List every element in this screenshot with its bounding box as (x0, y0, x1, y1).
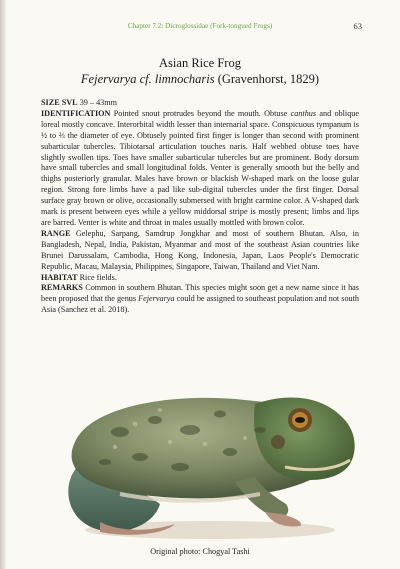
size-paragraph (41, 98, 359, 109)
range-label: RANGE (41, 228, 71, 238)
identification-text-a: Pointed snout protrudes beyond the mouth. Obtuse (113, 108, 288, 118)
habitat-paragraph (41, 273, 359, 284)
size-value: 39 – 43mm (79, 98, 117, 107)
identification-term: canthus (290, 108, 317, 118)
identification-text-b: and oblique loreal mostly concave. Interorbital width lesser than internarial space. Conspicuous tympanum is ½ to ⅔ the diameter of eye. Obtusely pointed first finger is longer than second with prominent subarticular tubercles. Tibiotarsal articulation touches naris. Half webbed obtuse toes have slightly swollen tips. Toes have smaller subarticular tubercles but are prominent. Body dorsum have small tubercles and small longitudinal folds. Venter is generally smooth but the belly and thighs posteriorly granular. Males have brown or blackish W-shaped mark on the loose gular region. Strong fore limbs have a pad like sub-digital tubercles under the first finger. Dorsal surface gray brown or olive, occasionally submersed with bright carmine color. A V-shaped dark mark is present between eyes while a yellow middorsal stripe is mostly present; limbs and lips are barred. Venter is white and throat in males usually mottled with brown color. (41, 108, 360, 227)
photo-caption: Original photo: Chogyal Tashi (150, 547, 250, 556)
size-label: SIZE SVL (41, 98, 78, 107)
frog-photo (60, 372, 360, 542)
remarks-paragraph (41, 283, 359, 316)
remarks-label: REMARKS (41, 283, 83, 293)
species-scientific-name: Fejervarya cf. limnocharis (80, 72, 215, 86)
species-scientific-line (0, 72, 400, 87)
remarks-term: Fejervarya (138, 294, 175, 304)
habitat-label: HABITAT (41, 272, 78, 282)
running-head: Chapter 7.2: Dicroglossidae (Fork-tongued Frogs) (127, 22, 273, 30)
habitat-text: Rice fields. (79, 272, 117, 282)
range-text: Gelephu, Sarpang, Samdrup Jongkhar and most of southern Bhutan. Also, in Bangladesh, Nepal, India, Pakistan, Myanmar and most of the southeast Asian countries like Brunei Darussalam, Cambodia, Hong Kong, Indonesia, Japan, Laos People's Democratic Republic, Macau, Malaysia, Philippines, Singapore, Taiwan, Thailand and Viet Nam. (41, 228, 360, 271)
remarks-text-a: Common in southern Bhutan. This species might soon get a new name since it has been proposed that the genus (41, 283, 359, 304)
species-authority: (Gravenhorst, 1829) (217, 72, 320, 86)
remarks-text-b: could be assigned to southeast population and not south Asia (Sanchez et al. 2018). (41, 294, 360, 315)
frog-tympanum (271, 435, 285, 449)
identification-label: IDENTIFICATION (41, 108, 111, 118)
species-common-name: Asian Rice Frog (159, 56, 241, 70)
identification-paragraph (41, 109, 359, 229)
frog-illustration (60, 372, 360, 542)
range-paragraph (41, 229, 359, 273)
species-account (41, 98, 359, 316)
page-number: 63 (353, 21, 362, 31)
